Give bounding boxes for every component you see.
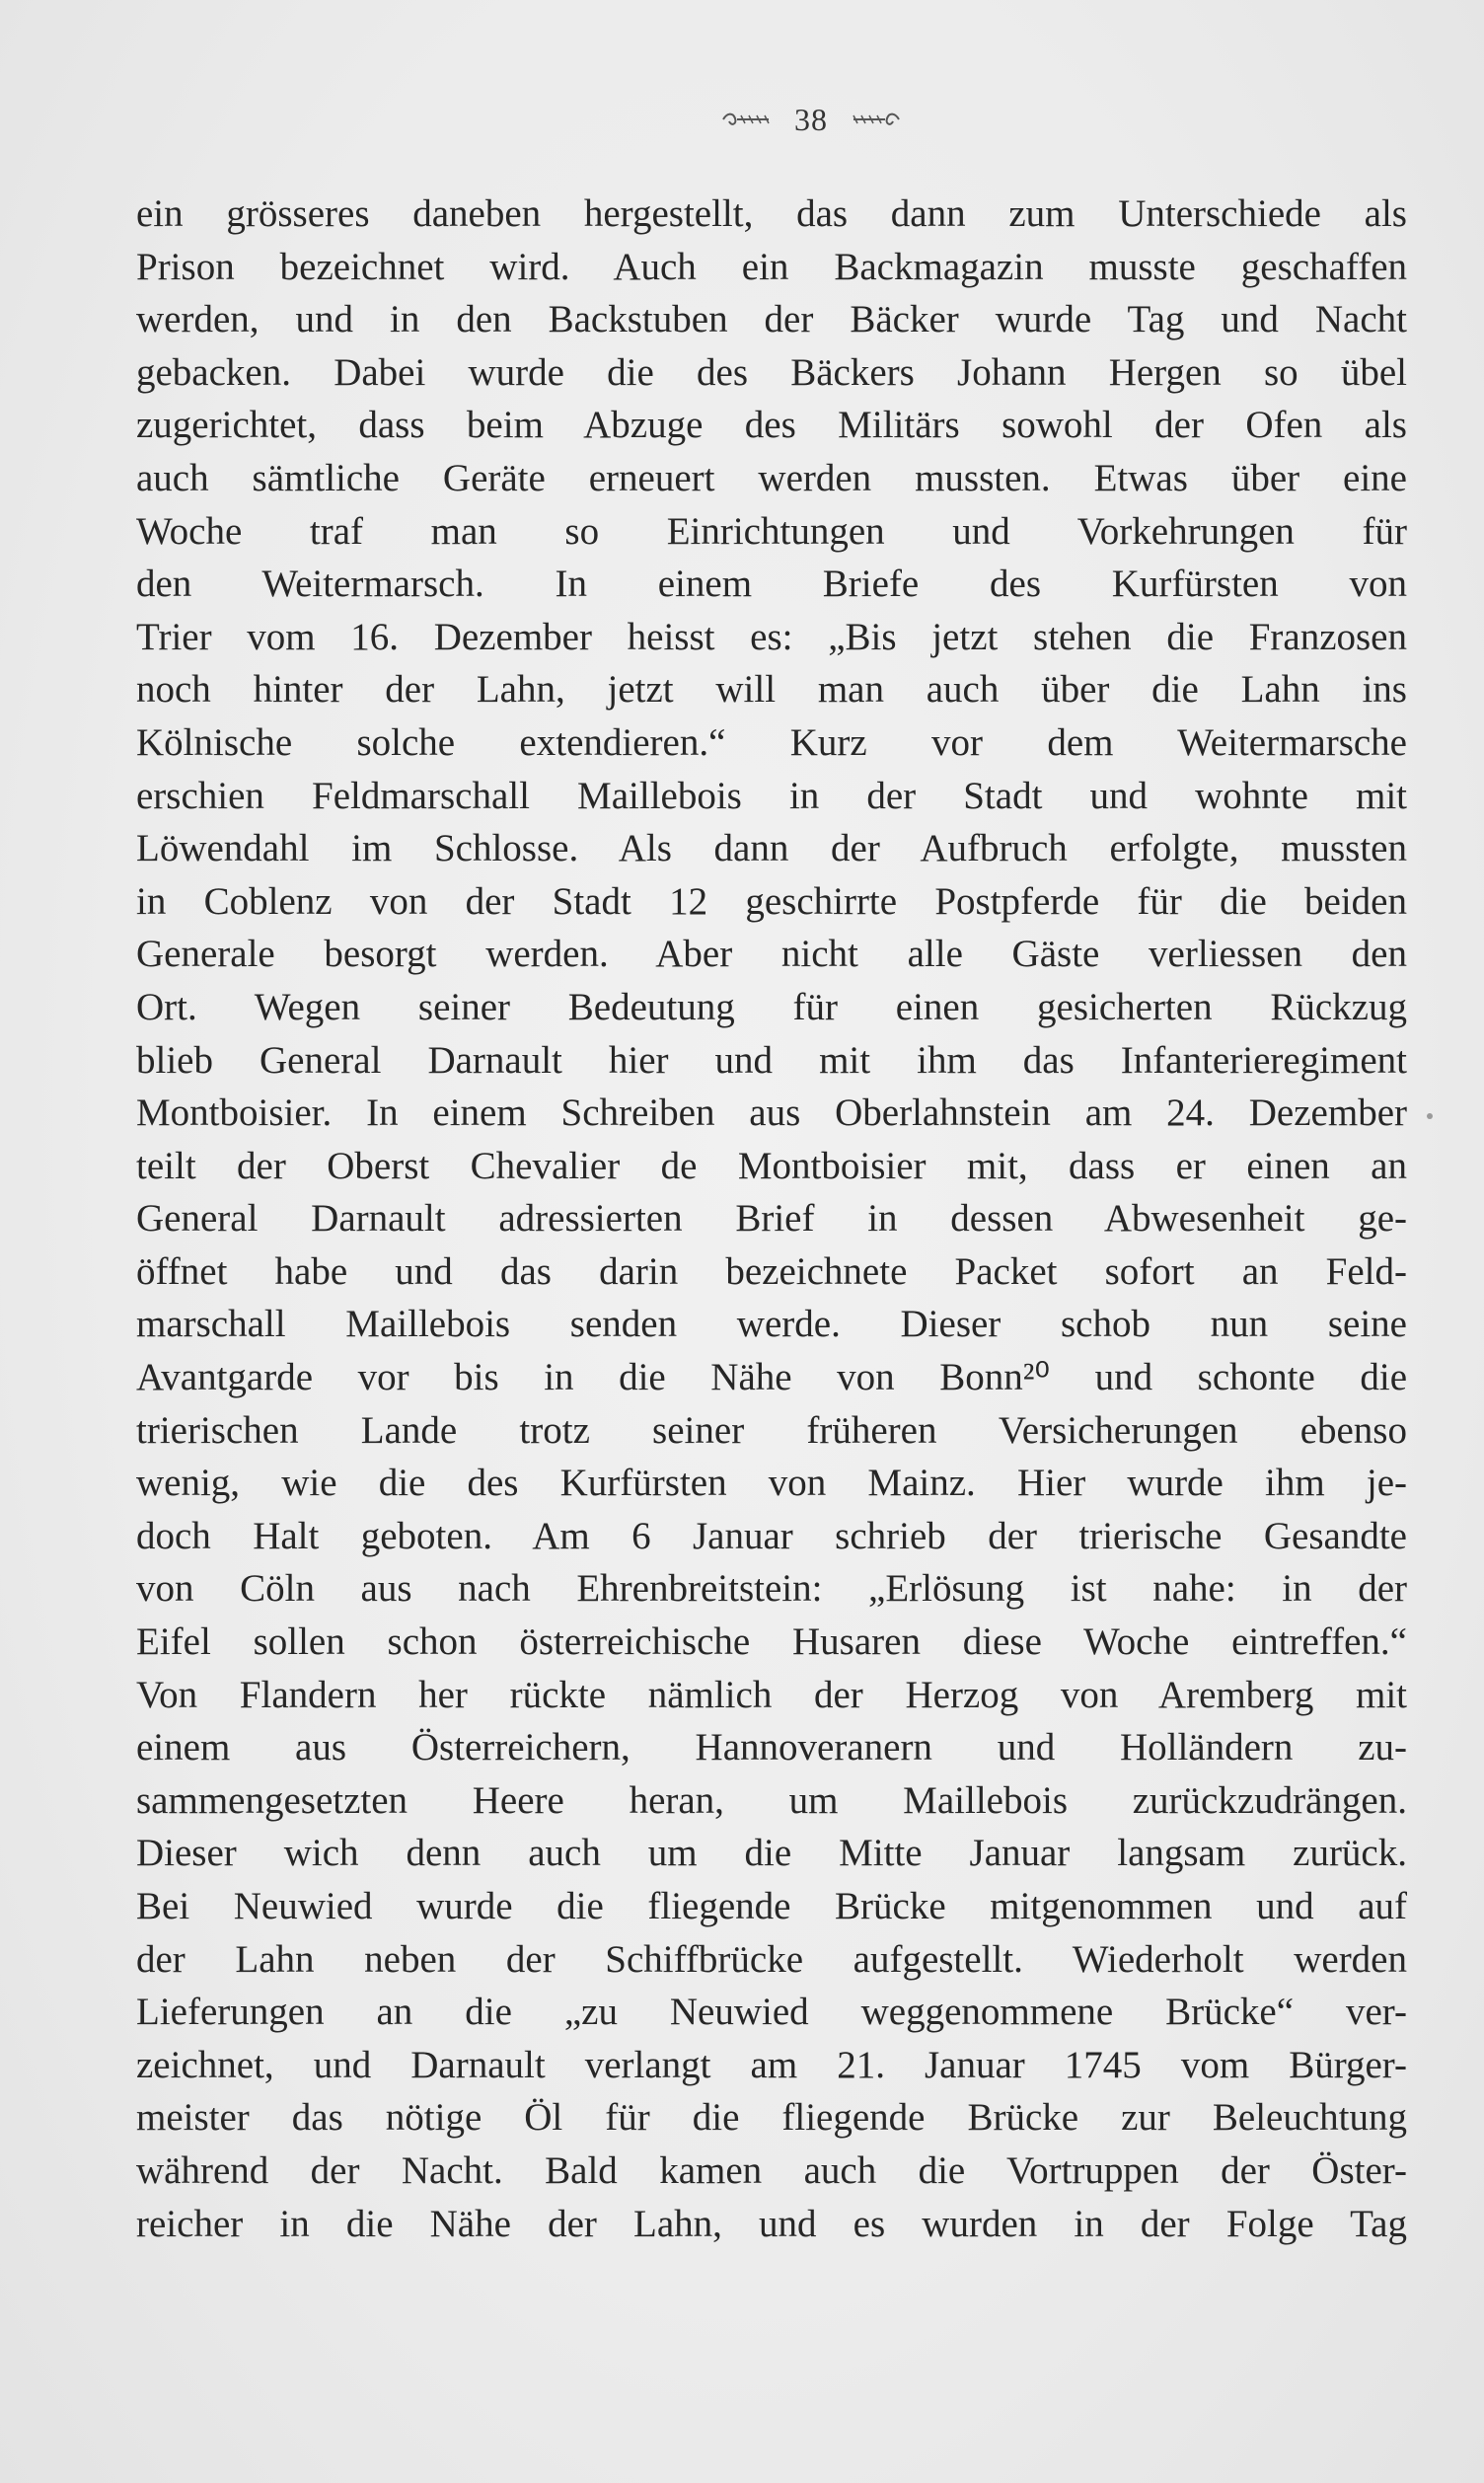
text-line: zeichnet, und Darnault verlangt am 21. Januar 1745 vom Bürger-: [136, 2043, 1407, 2086]
text-line: erschien Feldmarschall Maillebois in der Stadt und wohnte mit: [136, 774, 1407, 817]
text-line: sammengesetzten Heere heran, um Maillebois zurückzudrängen.: [136, 1778, 1407, 1822]
text-line: Kölnische solche extendieren.“ Kurz vor dem Weitermarsche: [136, 720, 1407, 764]
text-line: der Lahn neben der Schiffbrücke aufgestellt. Wiederholt werden: [136, 1937, 1407, 1981]
text-line: in Coblenz von der Stadt 12 geschirrte Postpferde für die beiden: [136, 879, 1407, 923]
text-line: reicher in die Nähe der Lahn, und es wurden in der Folge Tag: [136, 2202, 1407, 2245]
text-line: werden, und in den Backstuben der Bäcker wurde Tag und Nacht: [136, 298, 1407, 341]
text-line: während der Nacht. Bald kamen auch die Vortruppen der Öster-: [136, 2148, 1407, 2192]
text-line: marschall Maillebois senden werde. Dieser schob nun seine: [136, 1303, 1407, 1346]
page-header: [0, 95, 1484, 144]
text-line: Von Flandern her rückte nämlich der Herzog von Aremberg mit: [136, 1673, 1407, 1716]
text-line: gebacken. Dabei wurde die des Bäckers Johann Hergen so übel: [136, 350, 1407, 394]
text-line: General Darnault adressierten Brief in dessen Abwesenheit ge-: [136, 1197, 1407, 1241]
text-line: meister das nötige Öl für die fliegende Brücke zur Beleuchtung: [136, 2096, 1407, 2140]
text-line: öffnet habe und das darin bezeichnete Packet sofort an Feld-: [136, 1249, 1407, 1293]
text-line: auch sämtliche Geräte erneuert werden mussten. Etwas über eine: [136, 456, 1407, 499]
text-line: Lieferungen an die „zu Neuwied weggenommene Brücke“ ver-: [136, 1991, 1407, 2034]
text-line: ein grösseres daneben hergestellt, das dann zum Unterschiede als: [136, 192, 1407, 235]
text-line: Trier vom 16. Dezember heisst es: „Bis jetzt stehen die Franzosen: [136, 615, 1407, 658]
text-line: einem aus Österreichern, Hannoveranern und Holländern zu-: [136, 1726, 1407, 1769]
text-line: Avantgarde vor bis in die Nähe von Bonn²⁰ und schonte die: [136, 1356, 1407, 1399]
margin-mark: [1427, 1113, 1433, 1119]
text-line: noch hinter der Lahn, jetzt will man auch über die Lahn ins: [136, 668, 1407, 712]
text-line: Dieser wich denn auch um die Mitte Januar langsam zurück.: [136, 1832, 1407, 1875]
text-line: Woche traf man so Einrichtungen und Vorkehrungen für: [136, 509, 1407, 553]
text-line: Löwendahl im Schlosse. Als dann der Aufbruch erfolgte, mussten: [136, 827, 1407, 870]
body-text: [136, 188, 1407, 2250]
page-number: 38: [794, 101, 828, 137]
text-line: doch Halt geboten. Am 6 Januar schrieb der trierische Gesandte: [136, 1514, 1407, 1557]
text-line: Generale besorgt werden. Aber nicht alle Gäste verliessen den: [136, 933, 1407, 976]
text-line: Prison bezeichnet wird. Auch ein Backmagazin musste geschaffen: [136, 245, 1407, 288]
text-line: Montboisier. In einem Schreiben aus Oberlahnstein am 24. Dezember: [136, 1091, 1407, 1135]
text-line: von Cöln aus nach Ehrenbreitstein: „Erlösung ist nahe: in der: [136, 1567, 1407, 1611]
text-line: blieb General Darnault hier und mit ihm das Infanterieregiment: [136, 1038, 1407, 1082]
text-line: Ort. Wegen seiner Bedeutung für einen gesicherten Rückzug: [136, 985, 1407, 1028]
text-line: Bei Neuwied wurde die fliegende Brücke mitgenommen und auf: [136, 1885, 1407, 1927]
text-line: den Weitermarsch. In einem Briefe des Kurfürsten von: [136, 563, 1407, 606]
text-line: zugerichtet, dass beim Abzuge des Militärs sowohl der Ofen als: [136, 404, 1407, 447]
left-ornament-icon: [719, 110, 773, 129]
text-line: trierischen Lande trotz seiner früheren Versicherungen ebenso: [136, 1408, 1407, 1452]
right-ornament-icon: [850, 110, 903, 129]
text-line: teilt der Oberst Chevalier de Montboisier mit, dass er einen an: [136, 1144, 1407, 1187]
text-line: wenig, wie die des Kurfürsten von Mainz. Hier wurde ihm je-: [136, 1462, 1407, 1505]
text-line: Eifel sollen schon österreichische Husaren diese Woche eintreffen.“: [136, 1620, 1407, 1664]
